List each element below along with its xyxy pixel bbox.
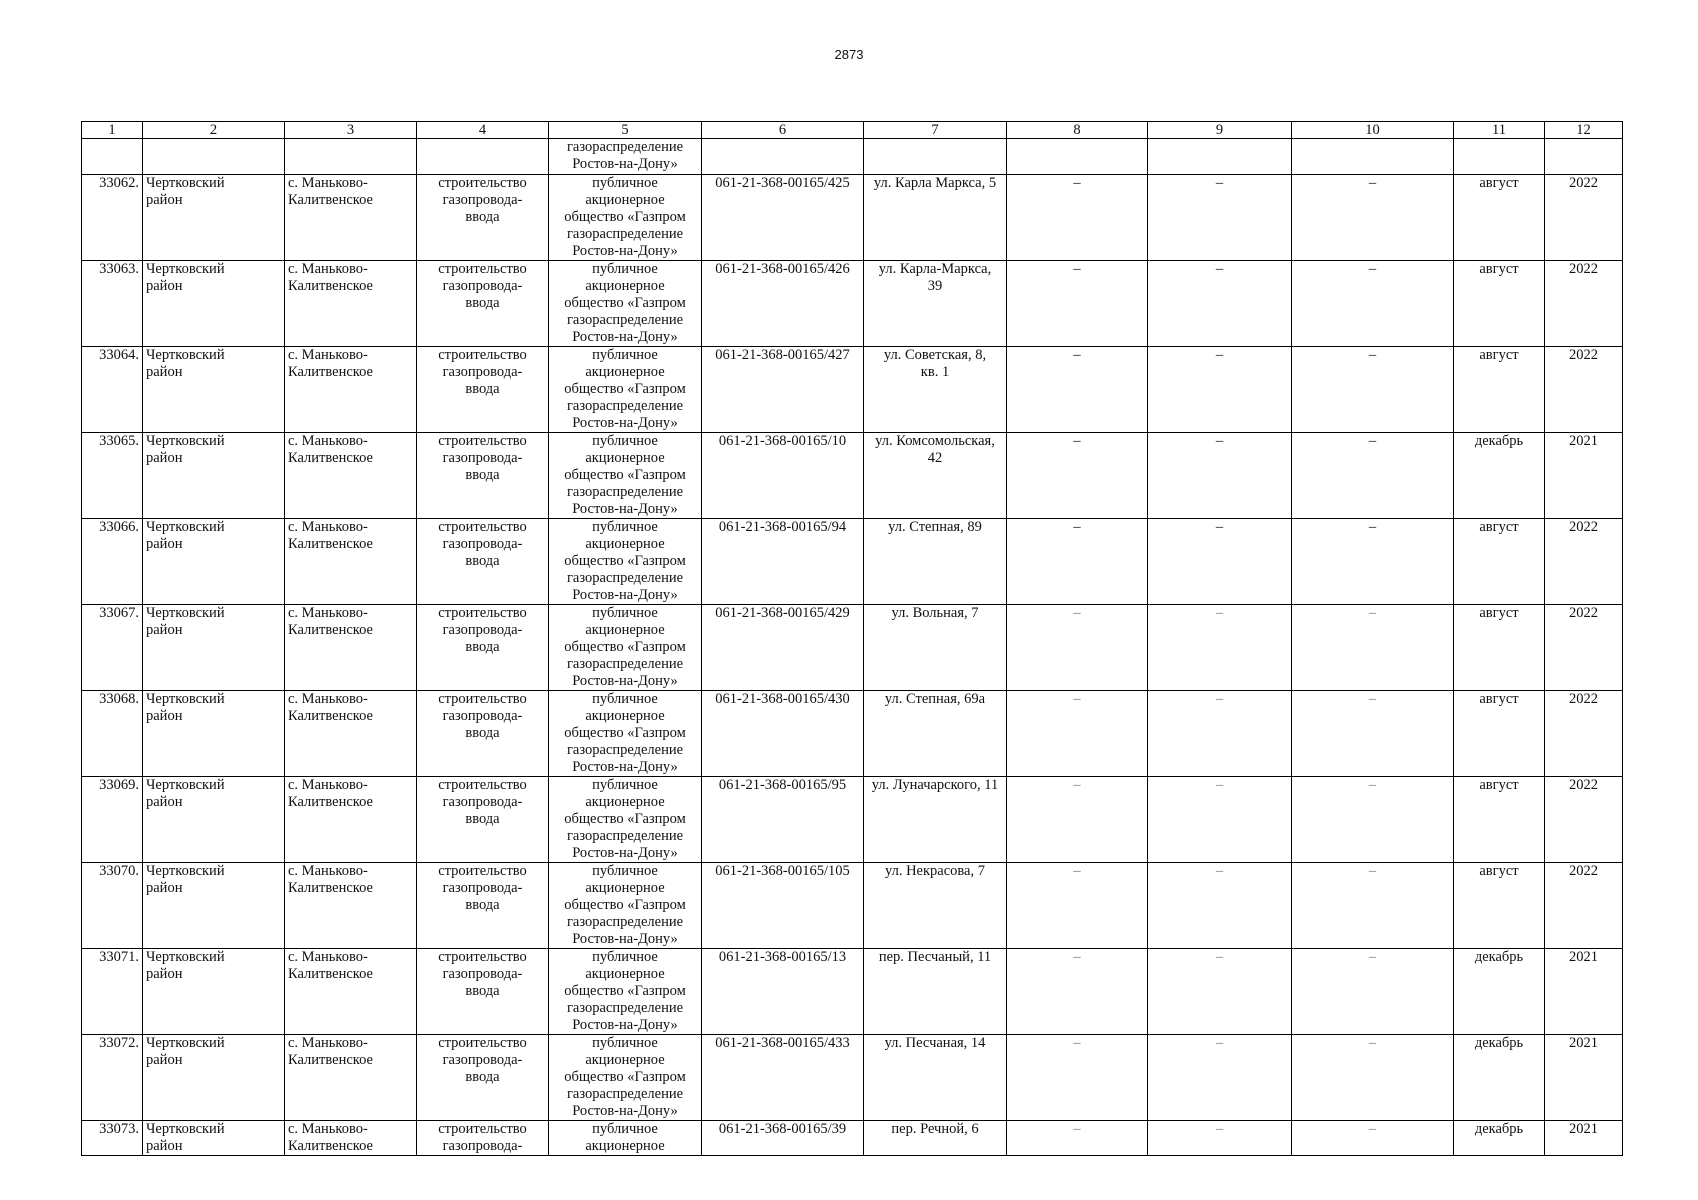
month: декабрь <box>1454 949 1545 1035</box>
year: 2022 <box>1545 863 1623 949</box>
work-type: строительство газопровода- ввода <box>417 605 549 691</box>
organization: публичное акционерное общество «Газпром газораспределение Ростов-на-Дону» <box>549 261 702 347</box>
month: август <box>1454 863 1545 949</box>
continuation-row <box>82 139 1623 175</box>
col10-value: – <box>1292 863 1454 949</box>
column-header-10: 10 <box>1292 122 1454 139</box>
col8-value: – <box>1007 949 1148 1035</box>
col8-value: – <box>1007 605 1148 691</box>
month: август <box>1454 691 1545 777</box>
object-code: 061-21-368-00165/429 <box>702 605 864 691</box>
settlement: с. Маньково- Калитвенское <box>285 605 417 691</box>
year: 2021 <box>1545 1035 1623 1121</box>
work-type: строительство газопровода- ввода <box>417 347 549 433</box>
work-type: строительство газопровода- <box>417 1121 549 1156</box>
work-type: строительство газопровода- ввода <box>417 949 549 1035</box>
registry-table <box>81 121 1623 1156</box>
district: Чертковский район <box>143 691 285 777</box>
table-row <box>82 433 1623 519</box>
col9-value: – <box>1148 691 1292 777</box>
table-row <box>82 261 1623 347</box>
table-row <box>82 519 1623 605</box>
row-number: 33062. <box>82 175 143 261</box>
district: Чертковский район <box>143 863 285 949</box>
table-row <box>82 863 1623 949</box>
work-type: строительство газопровода- ввода <box>417 175 549 261</box>
month: август <box>1454 605 1545 691</box>
row-number: 33069. <box>82 777 143 863</box>
row-number: 33063. <box>82 261 143 347</box>
work-type: строительство газопровода- ввода <box>417 777 549 863</box>
address: ул. Степная, 89 <box>864 519 1007 605</box>
address: ул. Степная, 69а <box>864 691 1007 777</box>
address: ул. Карла Маркса, 5 <box>864 175 1007 261</box>
month: декабрь <box>1454 433 1545 519</box>
column-header-12: 12 <box>1545 122 1623 139</box>
work-type: строительство газопровода- ввода <box>417 1035 549 1121</box>
object-code: 061-21-368-00165/94 <box>702 519 864 605</box>
col9-value: – <box>1148 519 1292 605</box>
column-number-row <box>82 122 1623 139</box>
col10-value: – <box>1292 691 1454 777</box>
col8-value: – <box>1007 863 1148 949</box>
settlement: с. Маньково- Калитвенское <box>285 261 417 347</box>
object-code: 061-21-368-00165/430 <box>702 691 864 777</box>
col10-value: – <box>1292 347 1454 433</box>
col10-value: – <box>1292 605 1454 691</box>
district: Чертковский район <box>143 175 285 261</box>
col9-value: – <box>1148 863 1292 949</box>
object-code: 061-21-368-00165/13 <box>702 949 864 1035</box>
table-row <box>82 949 1623 1035</box>
column-header-9: 9 <box>1148 122 1292 139</box>
address: пер. Песчаный, 11 <box>864 949 1007 1035</box>
organization: публичное акционерное общество «Газпром газораспределение Ростов-на-Дону» <box>549 175 702 261</box>
object-code: 061-21-368-00165/427 <box>702 347 864 433</box>
col9-value: – <box>1148 777 1292 863</box>
table-row <box>82 691 1623 777</box>
district: Чертковский район <box>143 605 285 691</box>
month: август <box>1454 777 1545 863</box>
year: 2021 <box>1545 949 1623 1035</box>
col8-value: – <box>1007 175 1148 261</box>
settlement: с. Маньково- Калитвенское <box>285 949 417 1035</box>
continued-organization: газораспределение Ростов-на-Дону» <box>549 139 702 175</box>
organization: публичное акционерное общество «Газпром газораспределение Ростов-на-Дону» <box>549 863 702 949</box>
col10-value: – <box>1292 433 1454 519</box>
year: 2022 <box>1545 605 1623 691</box>
address: пер. Речной, 6 <box>864 1121 1007 1156</box>
table-row <box>82 605 1623 691</box>
settlement: с. Маньково- Калитвенское <box>285 347 417 433</box>
row-number: 33073. <box>82 1121 143 1156</box>
district: Чертковский район <box>143 433 285 519</box>
row-number: 33066. <box>82 519 143 605</box>
column-header-6: 6 <box>702 122 864 139</box>
organization: публичное акционерное общество «Газпром газораспределение Ростов-на-Дону» <box>549 949 702 1035</box>
col9-value: – <box>1148 605 1292 691</box>
col8-value: – <box>1007 1121 1148 1156</box>
settlement: с. Маньково- Калитвенское <box>285 519 417 605</box>
page-number: 2873 <box>834 47 864 62</box>
object-code: 061-21-368-00165/105 <box>702 863 864 949</box>
object-code: 061-21-368-00165/39 <box>702 1121 864 1156</box>
month: декабрь <box>1454 1121 1545 1156</box>
year: 2022 <box>1545 261 1623 347</box>
address: ул. Вольная, 7 <box>864 605 1007 691</box>
work-type: строительство газопровода- ввода <box>417 691 549 777</box>
month: август <box>1454 175 1545 261</box>
col9-value: – <box>1148 1035 1292 1121</box>
col10-value: – <box>1292 261 1454 347</box>
district: Чертковский район <box>143 949 285 1035</box>
district: Чертковский район <box>143 347 285 433</box>
month: август <box>1454 261 1545 347</box>
column-header-11: 11 <box>1454 122 1545 139</box>
table-row <box>82 175 1623 261</box>
year: 2022 <box>1545 347 1623 433</box>
address: ул. Некрасова, 7 <box>864 863 1007 949</box>
col9-value: – <box>1148 1121 1292 1156</box>
col10-value: – <box>1292 1121 1454 1156</box>
col10-value: – <box>1292 777 1454 863</box>
settlement: с. Маньково- Калитвенское <box>285 691 417 777</box>
column-header-1: 1 <box>82 122 143 139</box>
table-row <box>82 347 1623 433</box>
column-header-3: 3 <box>285 122 417 139</box>
column-header-8: 8 <box>1007 122 1148 139</box>
row-number: 33064. <box>82 347 143 433</box>
col10-value: – <box>1292 175 1454 261</box>
col8-value: – <box>1007 1035 1148 1121</box>
settlement: с. Маньково- Калитвенское <box>285 1035 417 1121</box>
year: 2022 <box>1545 691 1623 777</box>
organization: публичное акционерное общество «Газпром газораспределение Ростов-на-Дону» <box>549 519 702 605</box>
object-code: 061-21-368-00165/10 <box>702 433 864 519</box>
col8-value: – <box>1007 519 1148 605</box>
column-header-2: 2 <box>143 122 285 139</box>
col8-value: – <box>1007 691 1148 777</box>
col9-value: – <box>1148 261 1292 347</box>
address: ул. Песчаная, 14 <box>864 1035 1007 1121</box>
month: август <box>1454 347 1545 433</box>
month: август <box>1454 519 1545 605</box>
year: 2021 <box>1545 433 1623 519</box>
col9-value: – <box>1148 949 1292 1035</box>
work-type: строительство газопровода- ввода <box>417 863 549 949</box>
row-number: 33065. <box>82 433 143 519</box>
col10-value: – <box>1292 1035 1454 1121</box>
col8-value: – <box>1007 433 1148 519</box>
row-number: 33072. <box>82 1035 143 1121</box>
col10-value: – <box>1292 949 1454 1035</box>
organization: публичное акционерное общество «Газпром газораспределение Ростов-на-Дону» <box>549 1035 702 1121</box>
row-number: 33068. <box>82 691 143 777</box>
organization: публичное акционерное общество «Газпром газораспределение Ростов-на-Дону» <box>549 433 702 519</box>
table-row <box>82 1035 1623 1121</box>
organization: публичное акционерное общество «Газпром газораспределение Ростов-на-Дону» <box>549 691 702 777</box>
district: Чертковский район <box>143 1121 285 1156</box>
settlement: с. Маньково- Калитвенское <box>285 175 417 261</box>
year: 2022 <box>1545 519 1623 605</box>
column-header-5: 5 <box>549 122 702 139</box>
district: Чертковский район <box>143 777 285 863</box>
organization: публичное акционерное общество «Газпром газораспределение Ростов-на-Дону» <box>549 605 702 691</box>
year: 2022 <box>1545 175 1623 261</box>
month: декабрь <box>1454 1035 1545 1121</box>
address: ул. Комсомольская, 42 <box>864 433 1007 519</box>
row-number: 33067. <box>82 605 143 691</box>
col9-value: – <box>1148 347 1292 433</box>
work-type: строительство газопровода- ввода <box>417 433 549 519</box>
year: 2021 <box>1545 1121 1623 1156</box>
address: ул. Луначарского, 11 <box>864 777 1007 863</box>
settlement: с. Маньково- Калитвенское <box>285 1121 417 1156</box>
col10-value: – <box>1292 519 1454 605</box>
work-type: строительство газопровода- ввода <box>417 519 549 605</box>
col9-value: – <box>1148 433 1292 519</box>
settlement: с. Маньково- Калитвенское <box>285 777 417 863</box>
district: Чертковский район <box>143 1035 285 1121</box>
object-code: 061-21-368-00165/95 <box>702 777 864 863</box>
organization: публичное акционерное <box>549 1121 702 1156</box>
settlement: с. Маньково- Калитвенское <box>285 863 417 949</box>
row-number: 33071. <box>82 949 143 1035</box>
object-code: 061-21-368-00165/433 <box>702 1035 864 1121</box>
organization: публичное акционерное общество «Газпром газораспределение Ростов-на-Дону» <box>549 777 702 863</box>
col9-value: – <box>1148 175 1292 261</box>
table-row <box>82 1121 1623 1156</box>
organization: публичное акционерное общество «Газпром газораспределение Ростов-на-Дону» <box>549 347 702 433</box>
row-number: 33070. <box>82 863 143 949</box>
col8-value: – <box>1007 777 1148 863</box>
district: Чертковский район <box>143 261 285 347</box>
year: 2022 <box>1545 777 1623 863</box>
address: ул. Советская, 8, кв. 1 <box>864 347 1007 433</box>
work-type: строительство газопровода- ввода <box>417 261 549 347</box>
col8-value: – <box>1007 347 1148 433</box>
column-header-7: 7 <box>864 122 1007 139</box>
settlement: с. Маньково- Калитвенское <box>285 433 417 519</box>
object-code: 061-21-368-00165/425 <box>702 175 864 261</box>
district: Чертковский район <box>143 519 285 605</box>
column-header-4: 4 <box>417 122 549 139</box>
address: ул. Карла-Маркса, 39 <box>864 261 1007 347</box>
table-row <box>82 777 1623 863</box>
col8-value: – <box>1007 261 1148 347</box>
object-code: 061-21-368-00165/426 <box>702 261 864 347</box>
